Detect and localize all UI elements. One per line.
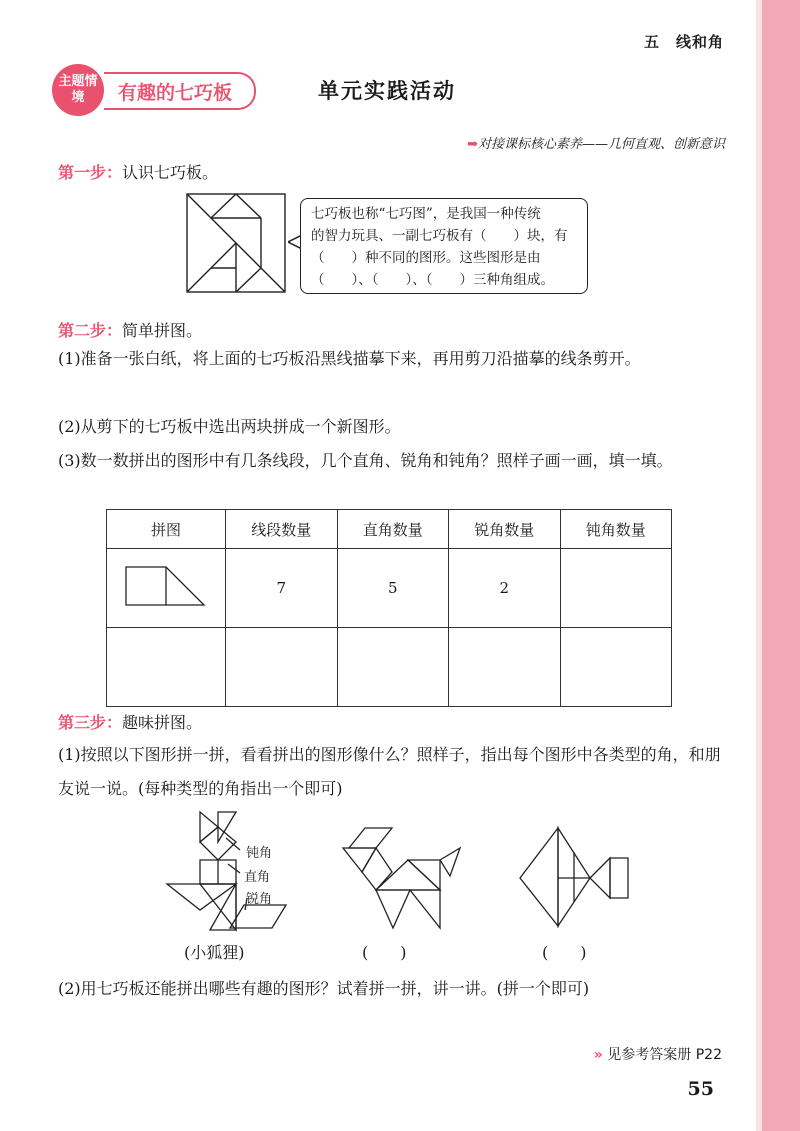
step3-label: 第三步： (58, 713, 123, 732)
table-header-row (107, 510, 672, 549)
answer-reference (594, 1044, 722, 1064)
step3-item-2: (2)用七巧板还能拼出哪些有趣的图形？试着拼一拼，讲一讲。(拼一个即可) (58, 979, 590, 998)
table-cell: 7 (226, 549, 338, 628)
step2-item-1: (1)准备一张白纸，将上面的七巧板沿黑线描摹下来，再用剪刀沿描摹的线条剪开。 (58, 349, 641, 368)
literacy-note (467, 133, 725, 152)
theme-tag: 有趣的七巧板 (104, 72, 256, 110)
answer-ref-text: 见参考答案册 P22 (607, 1047, 722, 1063)
count-table (106, 509, 672, 707)
step2-text: 简单拼图。 (122, 321, 203, 340)
step2-heading (58, 318, 202, 341)
dog-figure (343, 828, 460, 928)
acute-angle-label: 锐角 (246, 892, 273, 907)
chapter-header: 五 线和角 (643, 33, 724, 51)
table-cell: 5 (337, 549, 449, 628)
step2-item-2: (2)从剪下的七巧板中选出两块拼成一个新图形。 (58, 417, 401, 436)
step3-heading (58, 710, 202, 733)
bubble-line: 七巧板也称“七巧图”，是我国一种传统 (311, 206, 541, 222)
bubble-line: 的智力玩具、一副七巧板有（ ）块，有 (311, 228, 568, 244)
step1-heading (58, 160, 218, 183)
tangram-figure (186, 193, 286, 293)
example-shape (124, 563, 208, 609)
table-row (107, 628, 672, 707)
caption-blank[interactable]: ( ) (362, 943, 407, 962)
literacy-text: 对接课标核心素养——几何直观、创新意识 (477, 137, 725, 152)
step1-text: 认识七巧板。 (122, 163, 219, 182)
header-cell: 钝角数量 (560, 510, 672, 549)
header-cell: 拼图 (107, 510, 226, 549)
table-cell[interactable] (560, 549, 672, 628)
step3-item-1: (1)按照以下图形拼一拼，看看拼出的图形像什么？照样子，指出每个图形中各类型的角，和朋友说一说。(每种类型的角指出一个即可) (58, 745, 721, 798)
fish-figure (520, 828, 628, 926)
right-angle-label: 直角 (244, 870, 271, 885)
bubble-line: （ ）种不同的图形。这些图形是由 (311, 250, 541, 266)
obtuse-angle-label: 钝角 (246, 846, 273, 861)
theme-badge: 主题情境 (52, 64, 104, 116)
table-cell[interactable] (449, 628, 561, 707)
step2-label: 第二步： (58, 321, 123, 340)
header-cell: 锐角数量 (449, 510, 561, 549)
page-title: 单元实践活动 (318, 79, 456, 103)
example-figure-cell (107, 549, 226, 628)
table-cell[interactable] (337, 628, 449, 707)
step1-label: 第一步： (58, 163, 123, 182)
speech-bubble (300, 198, 588, 294)
header-cell: 线段数量 (226, 510, 338, 549)
step2-item-3: (3)数一数拼出的图形中有几条线段，几个直角、锐角和钝角？照样子画一画，填一填。 (58, 451, 673, 470)
table-cell[interactable] (107, 628, 226, 707)
table-cell[interactable] (226, 628, 338, 707)
header-cell: 直角数量 (337, 510, 449, 549)
step3-text: 趣味拼图。 (122, 713, 203, 732)
chevron-icon: » (593, 1047, 603, 1063)
page-number: 55 (687, 1078, 714, 1100)
arrow-icon: ➡ (467, 137, 478, 152)
table-row (107, 549, 672, 628)
table-cell[interactable] (560, 628, 672, 707)
caption-blank[interactable]: ( ) (542, 943, 587, 962)
page-edge (762, 0, 800, 1131)
caption-fox: (小狐狸) (184, 943, 245, 962)
table-cell: 2 (449, 549, 561, 628)
bubble-line: （ ）、（ ）、（ ）三种角组成。 (311, 272, 554, 288)
